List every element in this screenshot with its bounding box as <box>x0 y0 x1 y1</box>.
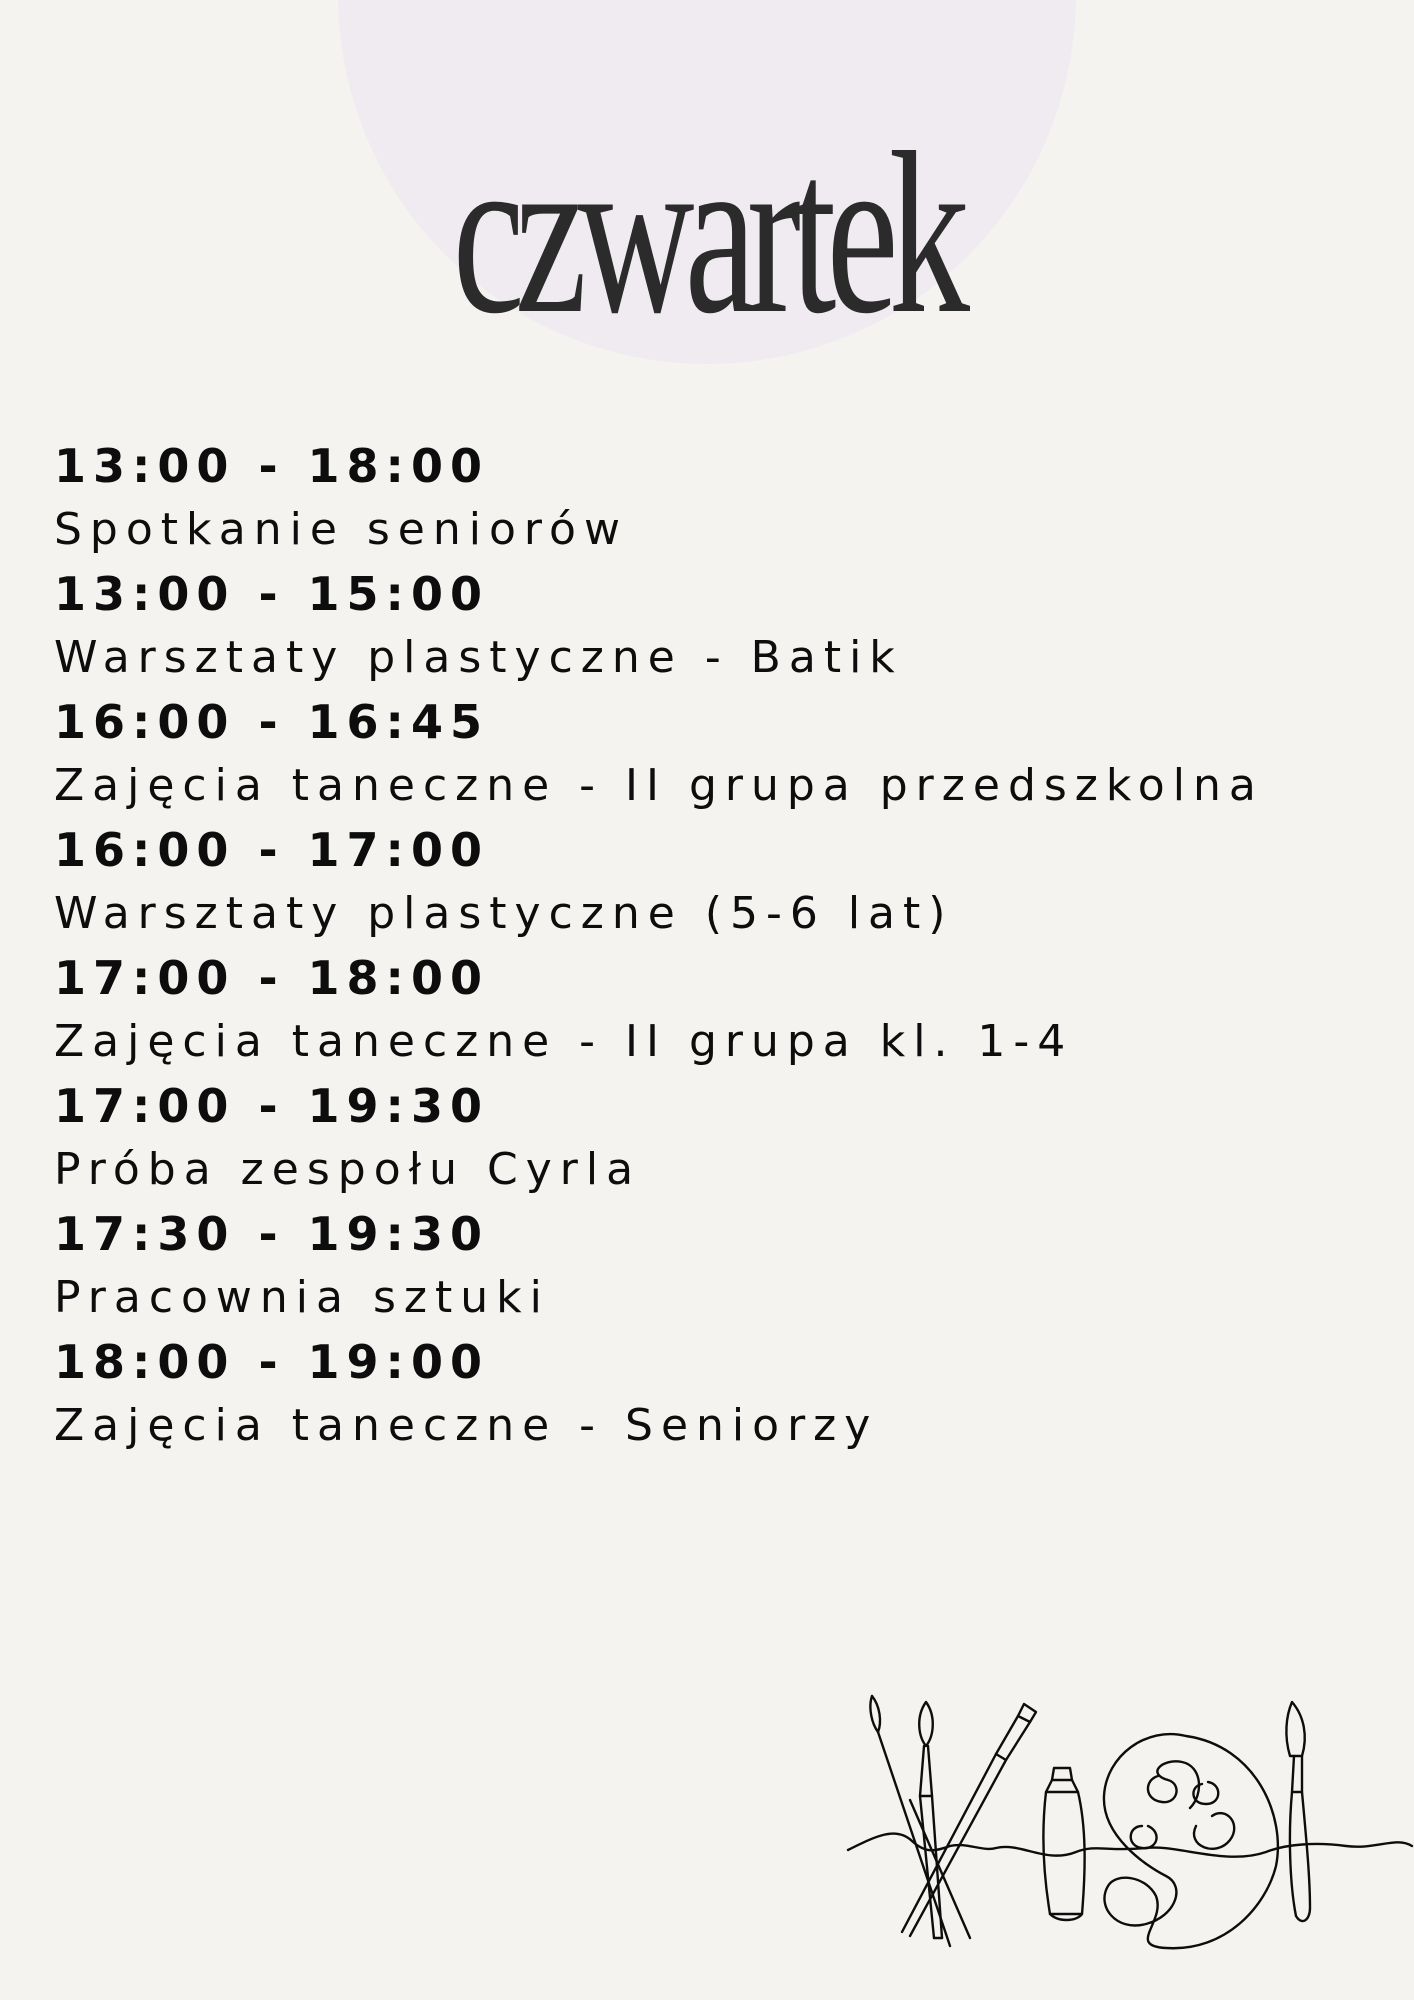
schedule-time: 17:00 - 18:00 <box>54 951 489 1005</box>
schedule-activity: Pracownia sztuki <box>54 1272 550 1323</box>
schedule-entry <box>54 562 1394 690</box>
page-title: czwartek <box>452 105 961 362</box>
schedule-activity: Spotkanie seniorów <box>54 504 628 555</box>
schedule-entry <box>54 818 1394 946</box>
schedule-time: 16:00 - 16:45 <box>54 695 489 749</box>
schedule-entry <box>54 1202 1394 1330</box>
schedule-activity: Zajęcia taneczne - II grupa kl. 1-4 <box>54 1016 1074 1067</box>
schedule-activity: Zajęcia taneczne - Seniorzy <box>54 1400 879 1451</box>
schedule-activity: Próba zespołu Cyrla <box>54 1144 642 1195</box>
schedule-time: 17:00 - 19:30 <box>54 1079 489 1133</box>
schedule-time: 13:00 - 18:00 <box>54 439 489 493</box>
schedule-time: 18:00 - 19:00 <box>54 1335 489 1389</box>
schedule-activity: Warsztaty plastyczne (5-6 lat) <box>54 888 954 939</box>
schedule-entry <box>54 434 1394 562</box>
art-supplies-line-drawing-icon <box>846 1676 1414 1958</box>
schedule-time: 16:00 - 17:00 <box>54 823 489 877</box>
schedule-entry <box>54 1074 1394 1202</box>
schedule-list <box>54 434 1394 1458</box>
schedule-entry <box>54 1330 1394 1458</box>
schedule-entry <box>54 690 1394 818</box>
schedule-activity: Zajęcia taneczne - II grupa przedszkolna <box>54 760 1264 811</box>
schedule-time: 17:30 - 19:30 <box>54 1207 489 1261</box>
schedule-activity: Warsztaty plastyczne - Batik <box>54 632 903 683</box>
schedule-time: 13:00 - 15:00 <box>54 567 489 621</box>
schedule-entry <box>54 946 1394 1074</box>
